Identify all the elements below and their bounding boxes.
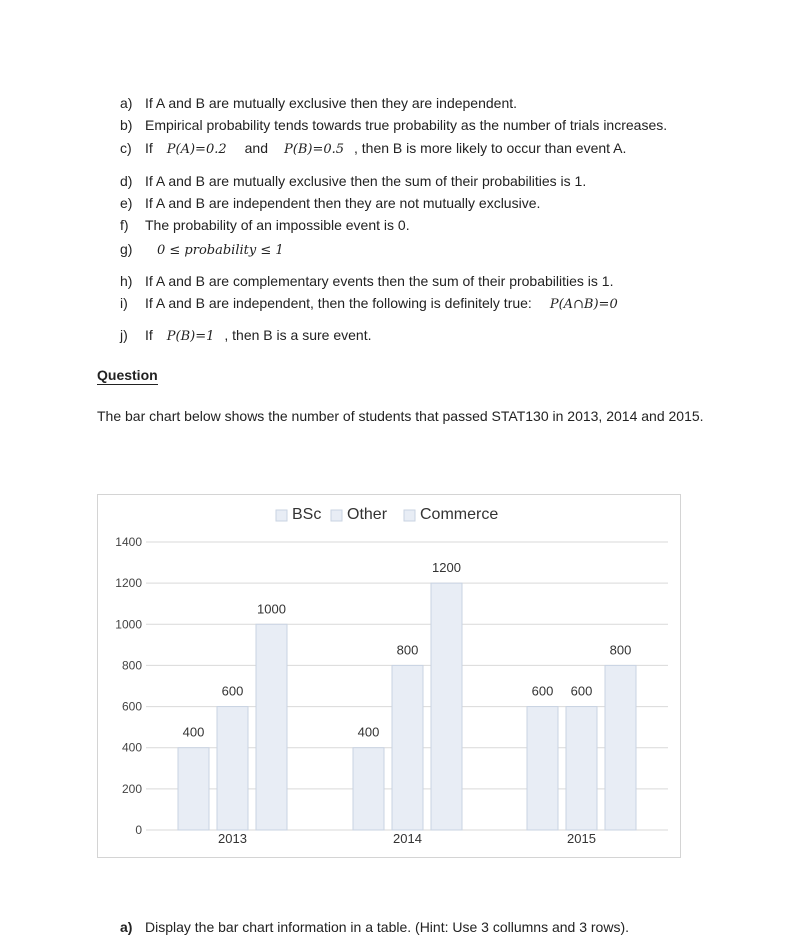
data-label: 400 — [182, 724, 205, 740]
statement-text: , then B is more likely to occur than event A. — [354, 140, 627, 156]
part-a-text: Display the bar chart information in a table. (Hint: Use 3 collumns and 3 rows). — [145, 919, 629, 935]
statement-e — [120, 193, 540, 213]
statement-j — [120, 325, 371, 345]
math-expression: P(B)=0.5 — [284, 142, 345, 157]
statement-text: and — [244, 140, 268, 156]
statement-text: If — [145, 140, 153, 156]
legend-label: Commerce — [420, 506, 499, 524]
statement-label: g) — [120, 241, 133, 257]
statement-text: If A and B are complementary events then the sum of their probabilities is 1. — [145, 273, 614, 289]
data-label: 1000 — [257, 601, 286, 617]
data-label: 1200 — [432, 560, 461, 576]
math-expression: P(A∩B)=0 — [549, 297, 618, 312]
statement-label: j) — [120, 327, 128, 343]
part-a-label: a) — [120, 919, 133, 935]
statement-c — [120, 138, 626, 158]
y-tick-label: 1200 — [115, 576, 142, 591]
statement-text: , then B is a sure event. — [224, 327, 372, 343]
data-label: 800 — [609, 642, 632, 658]
statement-g — [120, 239, 284, 259]
legend-label: Other — [347, 506, 388, 524]
statement-text: Empirical probability tends towards true probability as the number of trials increases. — [145, 117, 668, 133]
legend-label: BSc — [292, 506, 322, 524]
part-a — [120, 918, 629, 936]
statement-i — [120, 293, 618, 313]
bar — [566, 707, 597, 830]
bar-chart-svg — [98, 495, 680, 857]
statement-label: d) — [120, 173, 133, 189]
statement-text: If A and B are mutually exclusive then they are independent. — [145, 95, 518, 111]
statement-label: f) — [120, 217, 129, 233]
math-expression: P(A)=0.2 — [166, 142, 227, 157]
bar — [392, 665, 423, 830]
bar — [178, 748, 209, 830]
statement-a — [120, 93, 517, 113]
data-label: 600 — [570, 683, 593, 699]
statement-label: a) — [120, 95, 133, 111]
x-tick-label: 2013 — [218, 831, 247, 846]
bar — [353, 748, 384, 830]
bar — [431, 583, 462, 830]
statement-text: If — [145, 327, 153, 343]
statement-label: h) — [120, 273, 133, 289]
statement-b — [120, 115, 667, 135]
question-text: The bar chart below shows the number of students that passed STAT130 in 2013, 2014 and 2015. — [97, 408, 704, 424]
bar — [256, 624, 287, 830]
statement-h — [120, 271, 613, 291]
bar — [605, 665, 636, 830]
y-tick-label: 800 — [121, 658, 142, 673]
y-tick-label: 600 — [121, 699, 142, 714]
statement-text: If A and B are mutually exclusive then the sum of their probabilities is 1. — [145, 173, 587, 189]
legend-swatch — [331, 510, 342, 521]
statement-text: If A and B are independent, then the following is definitely true: — [145, 295, 532, 311]
x-tick-label: 2015 — [567, 831, 596, 846]
statement-d — [120, 171, 586, 191]
y-tick-label: 0 — [135, 823, 142, 837]
y-tick-label: 1000 — [115, 617, 142, 632]
data-label: 800 — [396, 642, 419, 658]
bar-chart — [97, 494, 681, 858]
statement-label: c) — [120, 140, 132, 156]
bar — [217, 707, 248, 830]
data-label: 600 — [221, 683, 244, 699]
math-expression: P(B)=1 — [166, 329, 215, 344]
math-expression: 0 ≤ probability ≤ 1 — [157, 243, 284, 258]
statement-label: i) — [120, 295, 128, 311]
question-heading: Question — [97, 367, 158, 383]
y-tick-label: 200 — [121, 781, 142, 796]
statement-label: e) — [120, 195, 133, 211]
statement-text: If A and B are independent then they are not mutually exclusive. — [145, 195, 541, 211]
statement-text: The probability of an impossible event is 0. — [145, 217, 410, 233]
data-label: 400 — [357, 724, 380, 740]
statement-label: b) — [120, 117, 133, 133]
legend-swatch — [276, 510, 287, 521]
bar — [527, 707, 558, 830]
legend-swatch — [404, 510, 415, 521]
statement-f — [120, 215, 410, 235]
y-tick-label: 400 — [121, 740, 142, 755]
data-label: 600 — [531, 683, 554, 699]
y-tick-label: 1400 — [115, 535, 142, 549]
x-tick-label: 2014 — [393, 831, 422, 846]
